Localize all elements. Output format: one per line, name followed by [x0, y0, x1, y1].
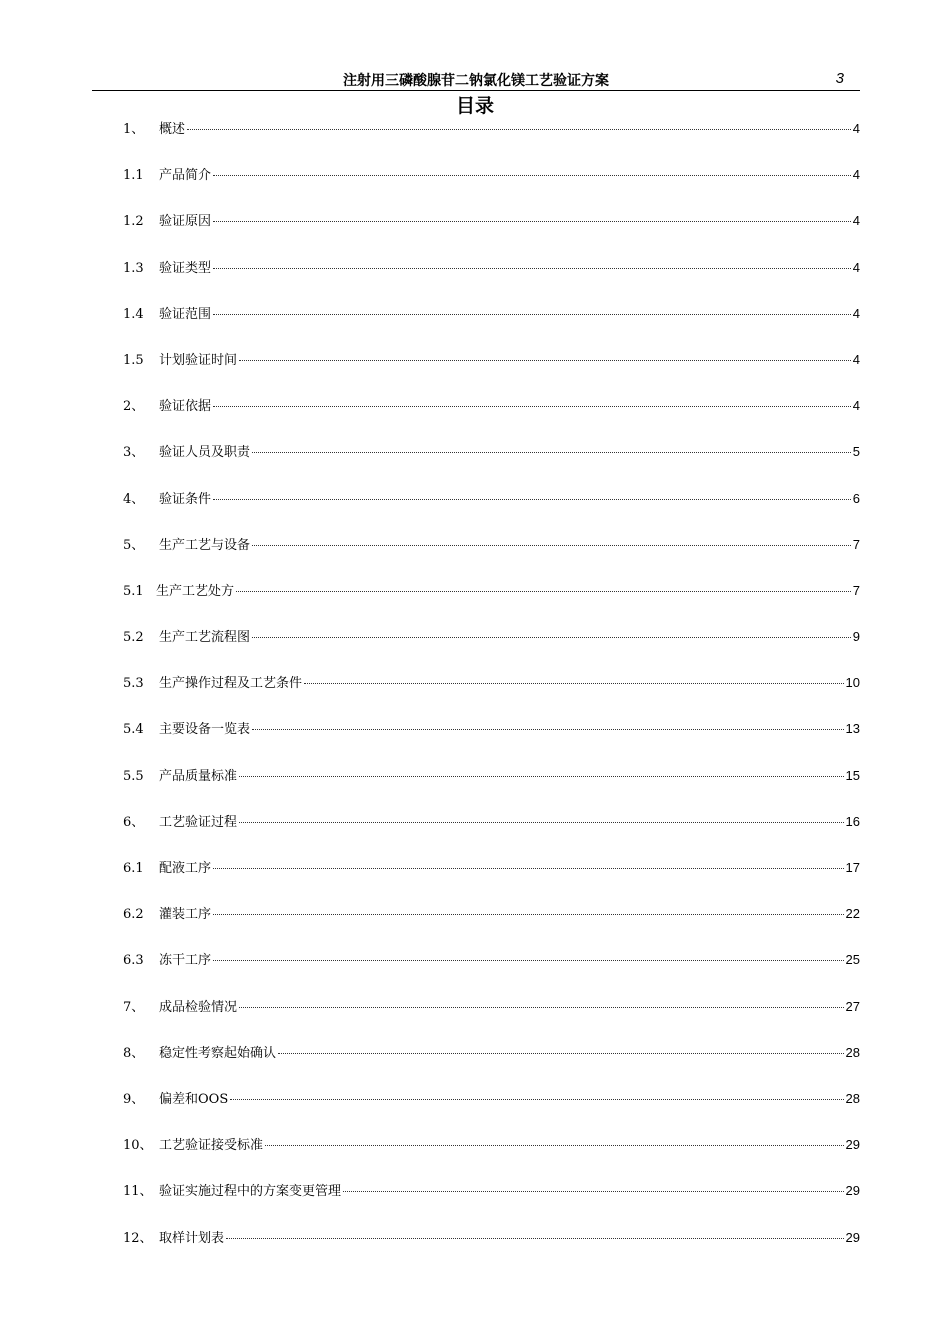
toc-entry-page: 15 [845, 767, 860, 783]
toc-entry-text: 工艺验证过程 [159, 814, 238, 830]
toc-entry-number: 1.1 [123, 168, 144, 184]
toc-entry-page: 6 [852, 490, 860, 506]
page-header [92, 68, 860, 91]
toc-dot-leader [213, 914, 844, 915]
toc-entry[interactable] [123, 257, 860, 303]
toc-entry-page: 17 [845, 860, 860, 875]
toc-entry[interactable] [123, 488, 860, 534]
toc-dot-leader [213, 221, 851, 222]
toc-entry-text: 稳定性考察起始确认 [159, 1045, 277, 1061]
toc-dot-leader [343, 1191, 844, 1192]
toc-entry-number: 4、 [123, 491, 145, 507]
toc-dot-leader [213, 314, 851, 315]
header-title: 注射用三磷酸腺苷二钠氯化镁工艺验证方案 [343, 73, 609, 89]
toc-entry-text: 灌装工序 [159, 907, 212, 923]
toc-entry-page: 29 [845, 1137, 860, 1153]
toc-entry-page: 4 [852, 259, 860, 275]
toc-entry-number: 10、 [123, 1138, 153, 1154]
table-of-contents [123, 118, 860, 1273]
toc-entry[interactable] [123, 1227, 860, 1273]
toc-entry-number: 6.2 [123, 907, 144, 923]
toc-entry[interactable] [123, 1042, 860, 1088]
toc-entry-page: 5 [852, 444, 860, 460]
toc-entry-text: 验证实施过程中的方案变更管理 [159, 1184, 342, 1200]
toc-entry-page: 22 [845, 906, 860, 922]
toc-entry-number: 5.1 [123, 583, 144, 599]
toc-entry-page: 7 [852, 582, 860, 598]
toc-entry-number: 6.1 [123, 861, 144, 876]
toc-dot-leader [239, 1007, 844, 1008]
toc-entry-text: 主要设备一览表 [159, 722, 251, 738]
toc-entry-number: 1.5 [123, 352, 144, 368]
toc-entry-page: 4 [852, 351, 860, 367]
toc-entry-text: 生产操作过程及工艺条件 [159, 676, 303, 692]
toc-entry-page: 16 [845, 813, 860, 829]
toc-entry-page: 29 [845, 1183, 860, 1199]
toc-dot-leader [239, 360, 851, 361]
toc-entry[interactable] [123, 349, 860, 395]
toc-entry-text: 取样计划表 [159, 1230, 225, 1246]
toc-entry-text: 偏差和OOS [159, 1091, 229, 1107]
toc-entry[interactable] [123, 672, 860, 718]
toc-entry-number: 2、 [123, 399, 145, 415]
toc-entry[interactable] [123, 811, 860, 857]
toc-entry-page: 9 [852, 629, 860, 645]
toc-entry-number: 1.2 [123, 214, 144, 230]
toc-entry-page: 7 [852, 536, 860, 552]
toc-dot-leader [230, 1099, 843, 1100]
toc-entry[interactable] [123, 1088, 860, 1134]
toc-dot-leader [213, 960, 844, 961]
toc-entry[interactable] [123, 395, 860, 441]
toc-entry[interactable] [123, 441, 860, 487]
toc-entry-text: 验证范围 [159, 306, 212, 322]
toc-entry-page: 4 [852, 398, 860, 414]
toc-entry[interactable] [123, 996, 860, 1042]
toc-entry-page: 4 [852, 167, 860, 183]
toc-dot-leader [226, 1238, 844, 1239]
toc-entry-text: 配液工序 [159, 861, 212, 876]
toc-dot-leader [236, 591, 851, 592]
toc-entry[interactable] [123, 210, 860, 256]
toc-dot-leader [213, 268, 851, 269]
toc-entry-page: 10 [845, 675, 860, 691]
toc-entry-text: 工艺验证接受标准 [159, 1138, 264, 1154]
toc-entry-page: 4 [852, 121, 860, 136]
toc-entry-page: 25 [845, 952, 860, 968]
toc-entry-text: 验证人员及职责 [159, 445, 251, 461]
toc-entry-number: 5.4 [123, 722, 144, 738]
toc-entry-number: 9、 [123, 1091, 145, 1107]
toc-dot-leader [213, 406, 851, 407]
toc-dot-leader [213, 868, 844, 869]
toc-entry[interactable] [123, 718, 860, 764]
toc-entry-number: 5.3 [123, 676, 144, 692]
toc-title: 目录 [455, 95, 494, 117]
toc-entry-number: 5.2 [123, 630, 144, 646]
toc-entry[interactable] [123, 949, 860, 995]
toc-entry[interactable] [123, 765, 860, 811]
toc-entry-number: 6.3 [123, 953, 144, 969]
toc-dot-leader [239, 776, 844, 777]
toc-entry-number: 1.3 [123, 260, 144, 276]
toc-entry-text: 验证原因 [159, 214, 212, 230]
toc-entry[interactable] [123, 534, 860, 580]
toc-entry-number: 11、 [123, 1184, 153, 1200]
toc-entry-page: 28 [845, 1044, 860, 1060]
toc-entry[interactable] [123, 580, 860, 626]
toc-dot-leader [278, 1053, 844, 1054]
toc-dot-leader [265, 1145, 844, 1146]
toc-entry-text: 验证类型 [159, 260, 212, 276]
toc-entry-number: 3、 [123, 445, 145, 461]
toc-entry-number: 6、 [123, 814, 145, 830]
toc-entry-page: 4 [852, 213, 860, 229]
header-page-number: 3 [835, 70, 844, 87]
toc-dot-leader [213, 499, 851, 500]
toc-entry[interactable] [123, 857, 860, 903]
toc-entry-page: 4 [852, 305, 860, 321]
toc-dot-leader [213, 175, 851, 176]
toc-dot-leader [252, 637, 851, 638]
toc-entry[interactable] [123, 164, 860, 210]
toc-entry-page: 29 [845, 1229, 860, 1245]
toc-entry-number: 1.4 [123, 306, 144, 322]
toc-entry-number: 5、 [123, 537, 145, 553]
toc-entry[interactable] [123, 903, 860, 949]
toc-entry-text: 产品简介 [159, 168, 212, 184]
toc-entry-text: 计划验证时间 [159, 352, 238, 368]
toc-entry-text: 验证依据 [159, 399, 212, 415]
toc-entry-text: 生产工艺与设备 [159, 537, 251, 553]
toc-entry-page: 27 [845, 998, 860, 1014]
toc-dot-leader [252, 452, 851, 453]
toc-entry-number: 12、 [123, 1230, 153, 1246]
toc-entry-page: 28 [845, 1090, 860, 1106]
toc-entry[interactable] [123, 626, 860, 672]
toc-dot-leader [187, 129, 851, 130]
toc-dot-leader [304, 683, 844, 684]
toc-entry-text: 成品检验情况 [159, 999, 238, 1015]
toc-entry-text: 生产工艺流程图 [159, 630, 251, 646]
toc-entry-number: 5.5 [123, 768, 144, 784]
toc-entry-text: 概述 [159, 122, 186, 137]
toc-entry-text: 生产工艺处方 [156, 583, 235, 599]
toc-entry[interactable] [123, 303, 860, 349]
toc-entry-number: 8、 [123, 1045, 145, 1061]
toc-dot-leader [252, 729, 844, 730]
toc-entry-text: 验证条件 [159, 491, 212, 507]
toc-entry-number: 7、 [123, 999, 145, 1015]
toc-entry[interactable] [123, 1134, 860, 1180]
toc-entry-page: 13 [845, 721, 860, 737]
toc-entry-text: 产品质量标准 [159, 768, 238, 784]
toc-dot-leader [239, 822, 844, 823]
toc-entry[interactable] [123, 1180, 860, 1226]
toc-entry-number: 1、 [123, 122, 145, 137]
toc-entry-text: 冻干工序 [159, 953, 212, 969]
toc-dot-leader [252, 545, 851, 546]
toc-entry[interactable] [123, 118, 860, 164]
